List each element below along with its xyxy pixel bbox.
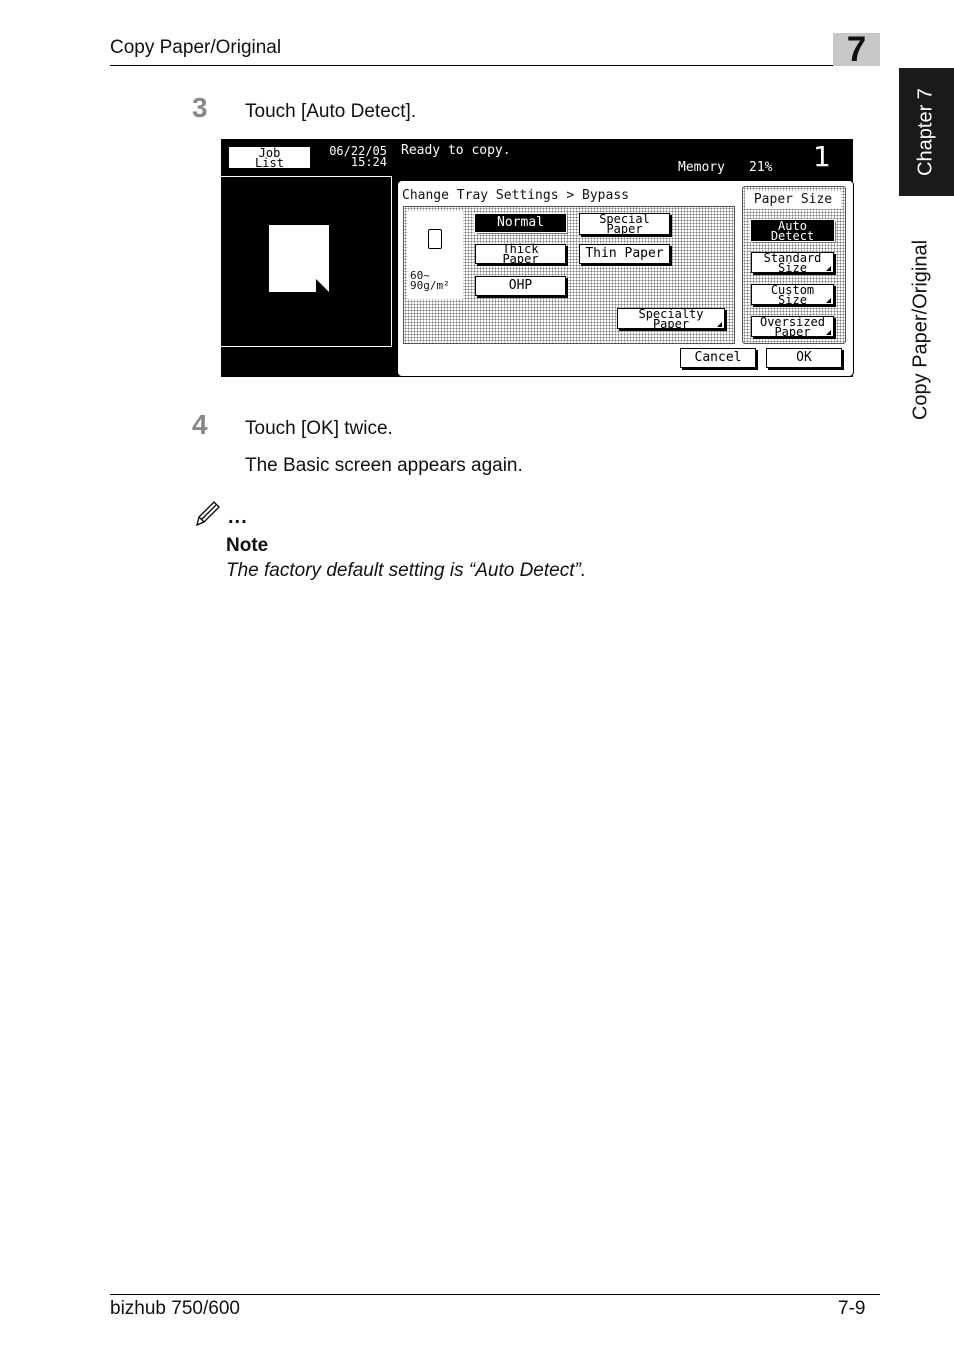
paper-icon — [428, 229, 442, 249]
pencil-note-icon — [196, 497, 232, 527]
standard-size-button[interactable]: Standard Size — [751, 252, 834, 273]
header-rule — [110, 65, 880, 66]
step-number-4: 4 — [192, 409, 208, 440]
breadcrumb: Change Tray Settings > Bypass — [402, 188, 629, 203]
job-list-button[interactable]: Job List — [228, 146, 311, 169]
ohp-button[interactable]: OHP — [475, 276, 566, 296]
submenu-arrow-icon — [826, 330, 831, 335]
copy-count: 1 — [813, 140, 831, 173]
footer-product: bizhub 750/600 — [110, 1298, 240, 1319]
specialty-paper-button[interactable]: Specialty Paper — [617, 308, 725, 329]
thick-paper-button[interactable]: Thick Paper — [475, 244, 566, 264]
chapter-tab-label: Chapter 7 — [914, 88, 937, 176]
ok-button[interactable]: OK — [766, 348, 842, 368]
submenu-arrow-icon — [826, 298, 831, 303]
header-title: Copy Paper/Original — [110, 37, 282, 58]
step-text-4: Touch [OK] twice. — [245, 418, 393, 439]
auto-detect-button[interactable]: Auto Detect — [751, 220, 834, 241]
paper-weight-info: 60~ 90g/m² — [407, 211, 463, 299]
footer-rule — [110, 1294, 880, 1295]
status-message: Ready to copy. — [401, 143, 511, 158]
paper-size-area — [742, 186, 846, 344]
settings-panel — [397, 180, 854, 377]
oversized-paper-button[interactable]: Oversized Paper — [751, 316, 834, 337]
note-title: Note — [226, 535, 269, 556]
note-text: The factory default setting is “Auto Detect”. — [226, 560, 587, 581]
footer-page-number: 7-9 — [838, 1298, 866, 1319]
control-panel-screen — [221, 139, 853, 377]
custom-size-button[interactable]: Custom Size — [751, 284, 834, 305]
paper-size-title: Paper Size — [745, 191, 841, 209]
preview-area — [221, 176, 392, 347]
chapter-number: 7 — [846, 30, 867, 69]
special-paper-button[interactable]: Special Paper — [579, 213, 670, 235]
thin-paper-button[interactable]: Thin Paper — [579, 244, 670, 264]
memory-label: Memory — [678, 160, 725, 175]
step-number-3: 3 — [192, 92, 208, 123]
page-preview-icon — [269, 225, 329, 292]
step-text-3: Touch [Auto Detect]. — [245, 101, 417, 122]
memory-value: 21% — [749, 160, 773, 175]
date-time: 06/22/05 15:24 — [329, 144, 387, 169]
note-dots: ... — [228, 506, 248, 528]
normal-paper-button[interactable]: Normal — [475, 214, 566, 232]
submenu-arrow-icon — [717, 322, 722, 327]
paper-type-area — [403, 206, 735, 344]
step-result-4: The Basic screen appears again. — [245, 455, 523, 476]
section-tab-label: Copy Paper/Original — [909, 239, 932, 421]
cancel-button[interactable]: Cancel — [680, 348, 756, 368]
submenu-arrow-icon — [826, 266, 831, 271]
